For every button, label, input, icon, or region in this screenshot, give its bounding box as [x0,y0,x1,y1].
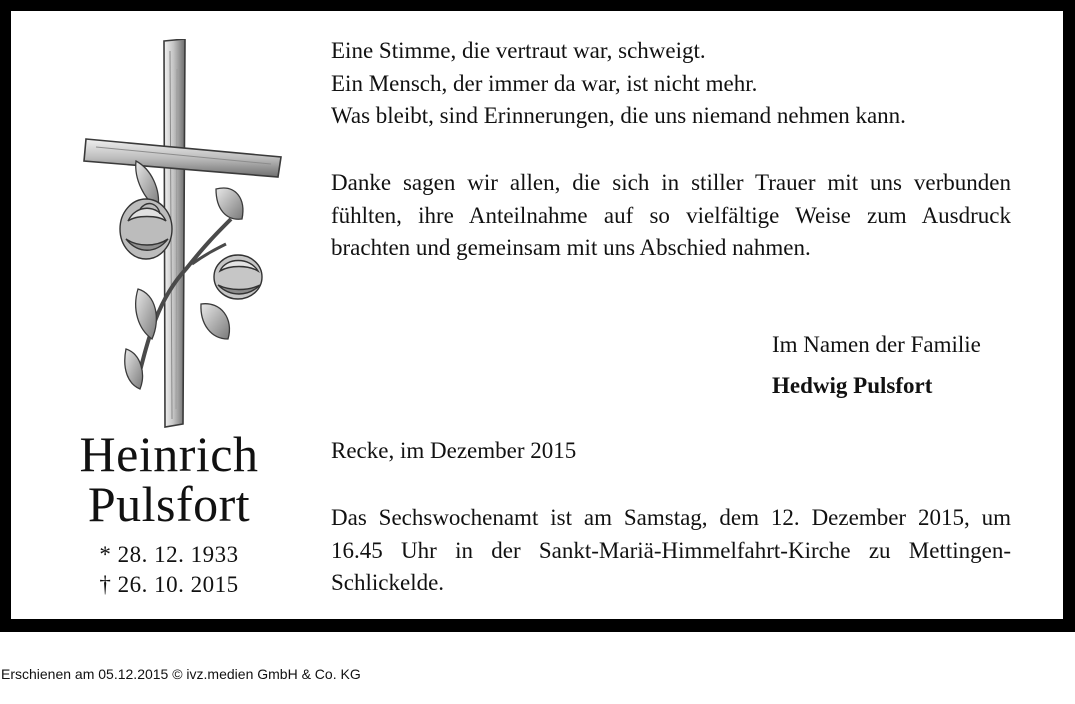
obituary-notice [11,11,1063,619]
signature-intro: Im Namen der Familie [772,332,981,357]
birth-date: * 28. 12. 1933 [99,542,239,567]
poem [331,35,1011,133]
publication-footer: Erschienen am 05.12.2015 © ivz.medien GmbH & Co. KG [1,666,361,682]
cross-with-roses-icon [66,39,306,434]
death-date: † 26. 10. 2015 [99,572,239,597]
poem-line: Was bleibt, sind Erinnerungen, die uns niemand nehmen kann. [331,103,906,128]
life-dates [51,540,287,600]
signature-name: Hedwig Pulsfort [772,373,933,398]
first-name: Heinrich [79,426,259,482]
place-date: Recke, im Dezember 2015 [331,438,577,463]
last-name: Pulsfort [87,476,251,532]
thanks-paragraph: Danke sagen wir allen, die sich in stiller Trauer mit uns verbunden fühlten, ihre Anteilnahme auf so vielfältige Weise zum Ausdruck brachten und gemeinsam mit uns Abschied nahmen. [331,170,1011,260]
poem-line: Ein Mensch, der immer da war, ist nicht mehr. [331,70,758,96]
deceased-name [51,426,287,532]
service-paragraph: Das Sechswochenamt ist am Samstag, dem 12. Dezember 2015, um 16.45 Uhr in der Sankt-Mariä-Himmelfahrt-Kirche zu Mettingen-Schlickelde. [331,505,1011,595]
poem-line: Eine Stimme, die vertraut war, schweigt. [331,38,706,63]
